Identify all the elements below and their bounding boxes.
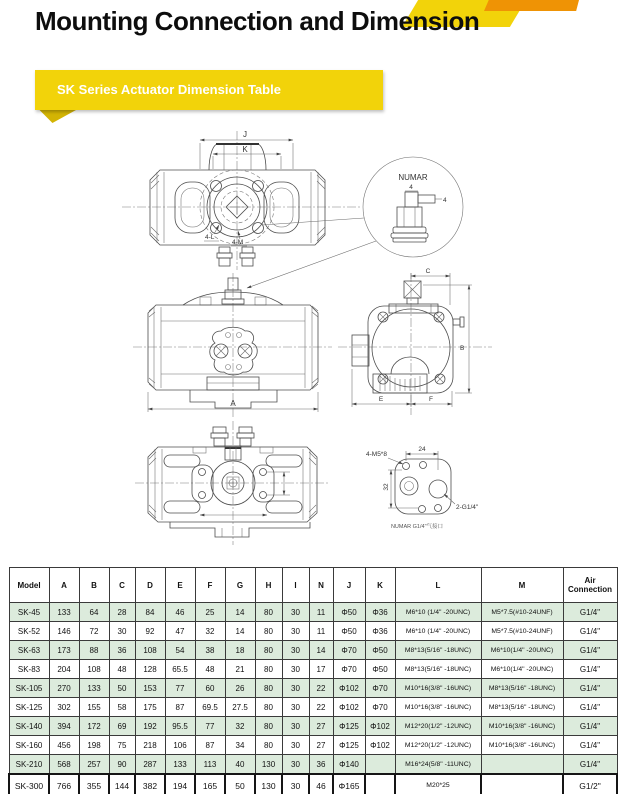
cell-m: M5*7.5(#10-24UNF) <box>481 622 563 641</box>
cell-g: 26 <box>225 679 255 698</box>
cell-n: 46 <box>309 774 333 794</box>
cell-b: 155 <box>79 698 109 717</box>
table-row-sk-45 <box>9 603 617 622</box>
cell-air-connection: G1/4" <box>563 679 617 698</box>
cell-i: 30 <box>282 774 309 794</box>
cell-f: 32 <box>195 622 225 641</box>
cell-j: Φ50 <box>333 622 365 641</box>
cell-n: 36 <box>309 755 333 775</box>
cell-f: 113 <box>195 755 225 775</box>
dim-label-a: A <box>230 399 236 408</box>
cell-d: 382 <box>135 774 165 794</box>
cell-m: M10*16(3/8" -16UNC) <box>481 717 563 736</box>
cell-a: 302 <box>49 698 79 717</box>
cell-k: Φ102 <box>365 717 395 736</box>
cell-b: 72 <box>79 622 109 641</box>
cell-n: 11 <box>309 603 333 622</box>
column-header-d: D <box>135 568 165 603</box>
detail-dim-32: 32 <box>383 483 390 491</box>
cell-d: 108 <box>135 641 165 660</box>
cell-k: Φ36 <box>365 622 395 641</box>
numar-detail-drawing <box>247 157 463 288</box>
cell-m: M10*16(3/8" -16UNC) <box>481 736 563 755</box>
cell-air-connection: G1/4" <box>563 698 617 717</box>
cell-air-connection: G1/4" <box>563 755 617 775</box>
cell-m <box>481 774 563 794</box>
cell-c: 28 <box>109 603 135 622</box>
column-header-a: A <box>49 568 79 603</box>
cell-j: Φ70 <box>333 641 365 660</box>
cell-model: SK-45 <box>9 603 49 622</box>
cell-h: 80 <box>255 679 282 698</box>
cell-h: 130 <box>255 755 282 775</box>
cell-b: 88 <box>79 641 109 660</box>
section-banner-label: SK Series Actuator Dimension Table <box>57 82 281 97</box>
table-row-sk-140 <box>9 717 617 736</box>
cell-e: 77 <box>165 679 195 698</box>
cell-g: 21 <box>225 660 255 679</box>
column-header-k: K <box>365 568 395 603</box>
column-header-m: M <box>481 568 563 603</box>
dim-label-c: C <box>425 268 431 275</box>
cell-a: 146 <box>49 622 79 641</box>
cell-b: 108 <box>79 660 109 679</box>
cell-h: 80 <box>255 622 282 641</box>
cell-c: 30 <box>109 622 135 641</box>
cell-l: M12*20(1/2" -12UNC) <box>395 736 481 755</box>
cell-c: 48 <box>109 660 135 679</box>
cell-e: 194 <box>165 774 195 794</box>
cell-c: 75 <box>109 736 135 755</box>
page-title: Mounting Connection and Dimension <box>35 6 480 36</box>
cell-e: 95.5 <box>165 717 195 736</box>
table-row-sk-52 <box>9 622 617 641</box>
cell-k <box>365 774 395 794</box>
cell-n: 27 <box>309 736 333 755</box>
cell-i: 30 <box>282 736 309 755</box>
cell-l: M6*10 (1/4" -20UNC) <box>395 603 481 622</box>
cell-h: 80 <box>255 717 282 736</box>
cell-d: 175 <box>135 698 165 717</box>
cell-k: Φ70 <box>365 698 395 717</box>
column-header-i: I <box>282 568 309 603</box>
cell-m: M6*10(1/4" -20UNC) <box>481 660 563 679</box>
cell-i: 30 <box>282 622 309 641</box>
cell-j: Φ102 <box>333 679 365 698</box>
cell-d: 92 <box>135 622 165 641</box>
cell-e: 54 <box>165 641 195 660</box>
cell-k: Φ50 <box>365 641 395 660</box>
cell-g: 32 <box>225 717 255 736</box>
table-row-sk-83 <box>9 660 617 679</box>
cell-h: 80 <box>255 698 282 717</box>
cell-n: 11 <box>309 622 333 641</box>
air-connection-detail-drawing <box>366 446 479 530</box>
cell-n: 17 <box>309 660 333 679</box>
cell-h: 80 <box>255 641 282 660</box>
column-header-n: N <box>309 568 333 603</box>
cell-m: M6*10(1/4" -20UNC) <box>481 641 563 660</box>
cell-l: M16*24(5/8" -11UNC) <box>395 755 481 775</box>
cell-a: 456 <box>49 736 79 755</box>
numar-dim-top: 4 <box>409 184 413 191</box>
cell-j: Φ50 <box>333 603 365 622</box>
section-banner <box>35 70 383 110</box>
cell-d: 218 <box>135 736 165 755</box>
cell-n: 22 <box>309 679 333 698</box>
cell-f: 165 <box>195 774 225 794</box>
cell-d: 287 <box>135 755 165 775</box>
detail-port-label: 2-G1/4" <box>456 504 479 511</box>
cell-model: SK-210 <box>9 755 49 775</box>
cell-g: 14 <box>225 603 255 622</box>
front-view-drawing <box>133 273 332 417</box>
cell-l: M8*13(5/16" -18UNC) <box>395 641 481 660</box>
cell-l: M8*13(5/16" -18UNC) <box>395 660 481 679</box>
cell-a: 173 <box>49 641 79 660</box>
cell-k: Φ36 <box>365 603 395 622</box>
column-header-g: G <box>225 568 255 603</box>
cell-g: 14 <box>225 622 255 641</box>
cell-model: SK-125 <box>9 698 49 717</box>
cell-air-connection: G1/4" <box>563 603 617 622</box>
table-row-sk-105 <box>9 679 617 698</box>
banner-fold <box>38 110 76 123</box>
cell-l: M10*16(3/8" -16UNC) <box>395 698 481 717</box>
column-header-air-connection: Air Connection <box>563 568 617 603</box>
top-view-drawing <box>122 130 364 270</box>
dim-label-e: E <box>378 396 384 403</box>
cell-h: 130 <box>255 774 282 794</box>
cell-l: M12*20(1/2" -12UNC) <box>395 717 481 736</box>
cell-model: SK-140 <box>9 717 49 736</box>
bottom-view-drawing <box>135 421 330 545</box>
cell-model: SK-52 <box>9 622 49 641</box>
header-orange-shape <box>484 0 579 11</box>
column-header-e: E <box>165 568 195 603</box>
column-header-c: C <box>109 568 135 603</box>
cell-model: SK-83 <box>9 660 49 679</box>
cell-j: Φ102 <box>333 698 365 717</box>
cell-air-connection: G1/4" <box>563 641 617 660</box>
cell-c: 58 <box>109 698 135 717</box>
cell-m: M5*7.5(#10-24UNF) <box>481 603 563 622</box>
cell-n: 27 <box>309 717 333 736</box>
cell-a: 133 <box>49 603 79 622</box>
cell-b: 172 <box>79 717 109 736</box>
cell-c: 69 <box>109 717 135 736</box>
numar-label: NUMAR <box>398 173 428 182</box>
cell-k: Φ102 <box>365 736 395 755</box>
column-header-f: F <box>195 568 225 603</box>
cell-e: 133 <box>165 755 195 775</box>
dim-label-b: B <box>460 345 465 352</box>
cell-h: 80 <box>255 736 282 755</box>
cell-e: 87 <box>165 698 195 717</box>
cell-l: M6*10 (1/4" -20UNC) <box>395 622 481 641</box>
table-header-row <box>9 568 617 603</box>
cell-g: 18 <box>225 641 255 660</box>
dim-label-f: F <box>429 396 433 403</box>
cell-a: 766 <box>49 774 79 794</box>
cell-f: 77 <box>195 717 225 736</box>
dim-label-j: J <box>243 130 247 139</box>
cell-g: 40 <box>225 755 255 775</box>
detail-dim-24: 24 <box>418 446 426 453</box>
cell-g: 27.5 <box>225 698 255 717</box>
cell-model: SK-105 <box>9 679 49 698</box>
cell-b: 355 <box>79 774 109 794</box>
cell-m: M8*13(5/16" -18UNC) <box>481 698 563 717</box>
cell-model: SK-63 <box>9 641 49 660</box>
cell-air-connection: G1/4" <box>563 736 617 755</box>
cell-f: 60 <box>195 679 225 698</box>
cell-b: 64 <box>79 603 109 622</box>
cell-e: 106 <box>165 736 195 755</box>
cell-e: 47 <box>165 622 195 641</box>
cell-f: 69.5 <box>195 698 225 717</box>
cell-c: 36 <box>109 641 135 660</box>
cell-h: 80 <box>255 603 282 622</box>
cell-model: SK-300 <box>9 774 49 794</box>
cell-b: 257 <box>79 755 109 775</box>
cell-c: 90 <box>109 755 135 775</box>
cell-k <box>365 755 395 775</box>
cell-i: 30 <box>282 603 309 622</box>
cell-air-connection: G1/4" <box>563 717 617 736</box>
side-view-drawing <box>338 268 492 415</box>
cell-j: Φ140 <box>333 755 365 775</box>
cell-j: Φ125 <box>333 736 365 755</box>
column-header-h: H <box>255 568 282 603</box>
column-header-l: L <box>395 568 481 603</box>
cell-c: 50 <box>109 679 135 698</box>
cell-i: 30 <box>282 679 309 698</box>
cell-a: 204 <box>49 660 79 679</box>
cell-a: 394 <box>49 717 79 736</box>
cell-f: 38 <box>195 641 225 660</box>
table-row-sk-63 <box>9 641 617 660</box>
cell-air-connection: G1/4" <box>563 622 617 641</box>
cell-a: 568 <box>49 755 79 775</box>
cell-e: 46 <box>165 603 195 622</box>
cell-j: Φ70 <box>333 660 365 679</box>
cell-g: 34 <box>225 736 255 755</box>
table-row-sk-125 <box>9 698 617 717</box>
cell-m <box>481 755 563 775</box>
table-row-sk-300 <box>9 774 617 794</box>
cell-a: 270 <box>49 679 79 698</box>
table-row-sk-160 <box>9 736 617 755</box>
dimension-table <box>8 567 618 794</box>
bolt-label-4m: 4-M <box>232 239 244 246</box>
cell-d: 84 <box>135 603 165 622</box>
cell-i: 30 <box>282 641 309 660</box>
cell-f: 87 <box>195 736 225 755</box>
table-row-sk-210 <box>9 755 617 775</box>
dim-label-k: K <box>242 145 248 154</box>
cell-b: 198 <box>79 736 109 755</box>
detail-caption: NUMAR G1/4"气接口 <box>390 524 444 530</box>
cell-air-connection: G1/2" <box>563 774 617 794</box>
detail-bolt-label: 4-M5*8 <box>366 451 387 458</box>
cell-j: Φ165 <box>333 774 365 794</box>
bolt-label-4l: 4-L <box>205 234 215 241</box>
cell-air-connection: G1/4" <box>563 660 617 679</box>
cell-d: 153 <box>135 679 165 698</box>
numar-dim-right: 4 <box>443 197 447 204</box>
cell-e: 65.5 <box>165 660 195 679</box>
cell-i: 30 <box>282 717 309 736</box>
cell-h: 80 <box>255 660 282 679</box>
column-header-j: J <box>333 568 365 603</box>
cell-j: Φ125 <box>333 717 365 736</box>
cell-f: 25 <box>195 603 225 622</box>
cell-i: 30 <box>282 698 309 717</box>
cell-m: M8*13(5/16" -18UNC) <box>481 679 563 698</box>
cell-c: 144 <box>109 774 135 794</box>
column-header-b: B <box>79 568 109 603</box>
cell-i: 30 <box>282 755 309 775</box>
column-header-model: Model <box>9 568 49 603</box>
cell-k: Φ50 <box>365 660 395 679</box>
cell-d: 128 <box>135 660 165 679</box>
cell-f: 48 <box>195 660 225 679</box>
cell-n: 22 <box>309 698 333 717</box>
cell-k: Φ70 <box>365 679 395 698</box>
cell-l: M20*25 <box>395 774 481 794</box>
cell-g: 50 <box>225 774 255 794</box>
cell-n: 14 <box>309 641 333 660</box>
cell-b: 133 <box>79 679 109 698</box>
technical-drawings <box>0 125 624 563</box>
cell-l: M10*16(3/8" -16UNC) <box>395 679 481 698</box>
cell-d: 192 <box>135 717 165 736</box>
cell-i: 30 <box>282 660 309 679</box>
cell-model: SK-160 <box>9 736 49 755</box>
